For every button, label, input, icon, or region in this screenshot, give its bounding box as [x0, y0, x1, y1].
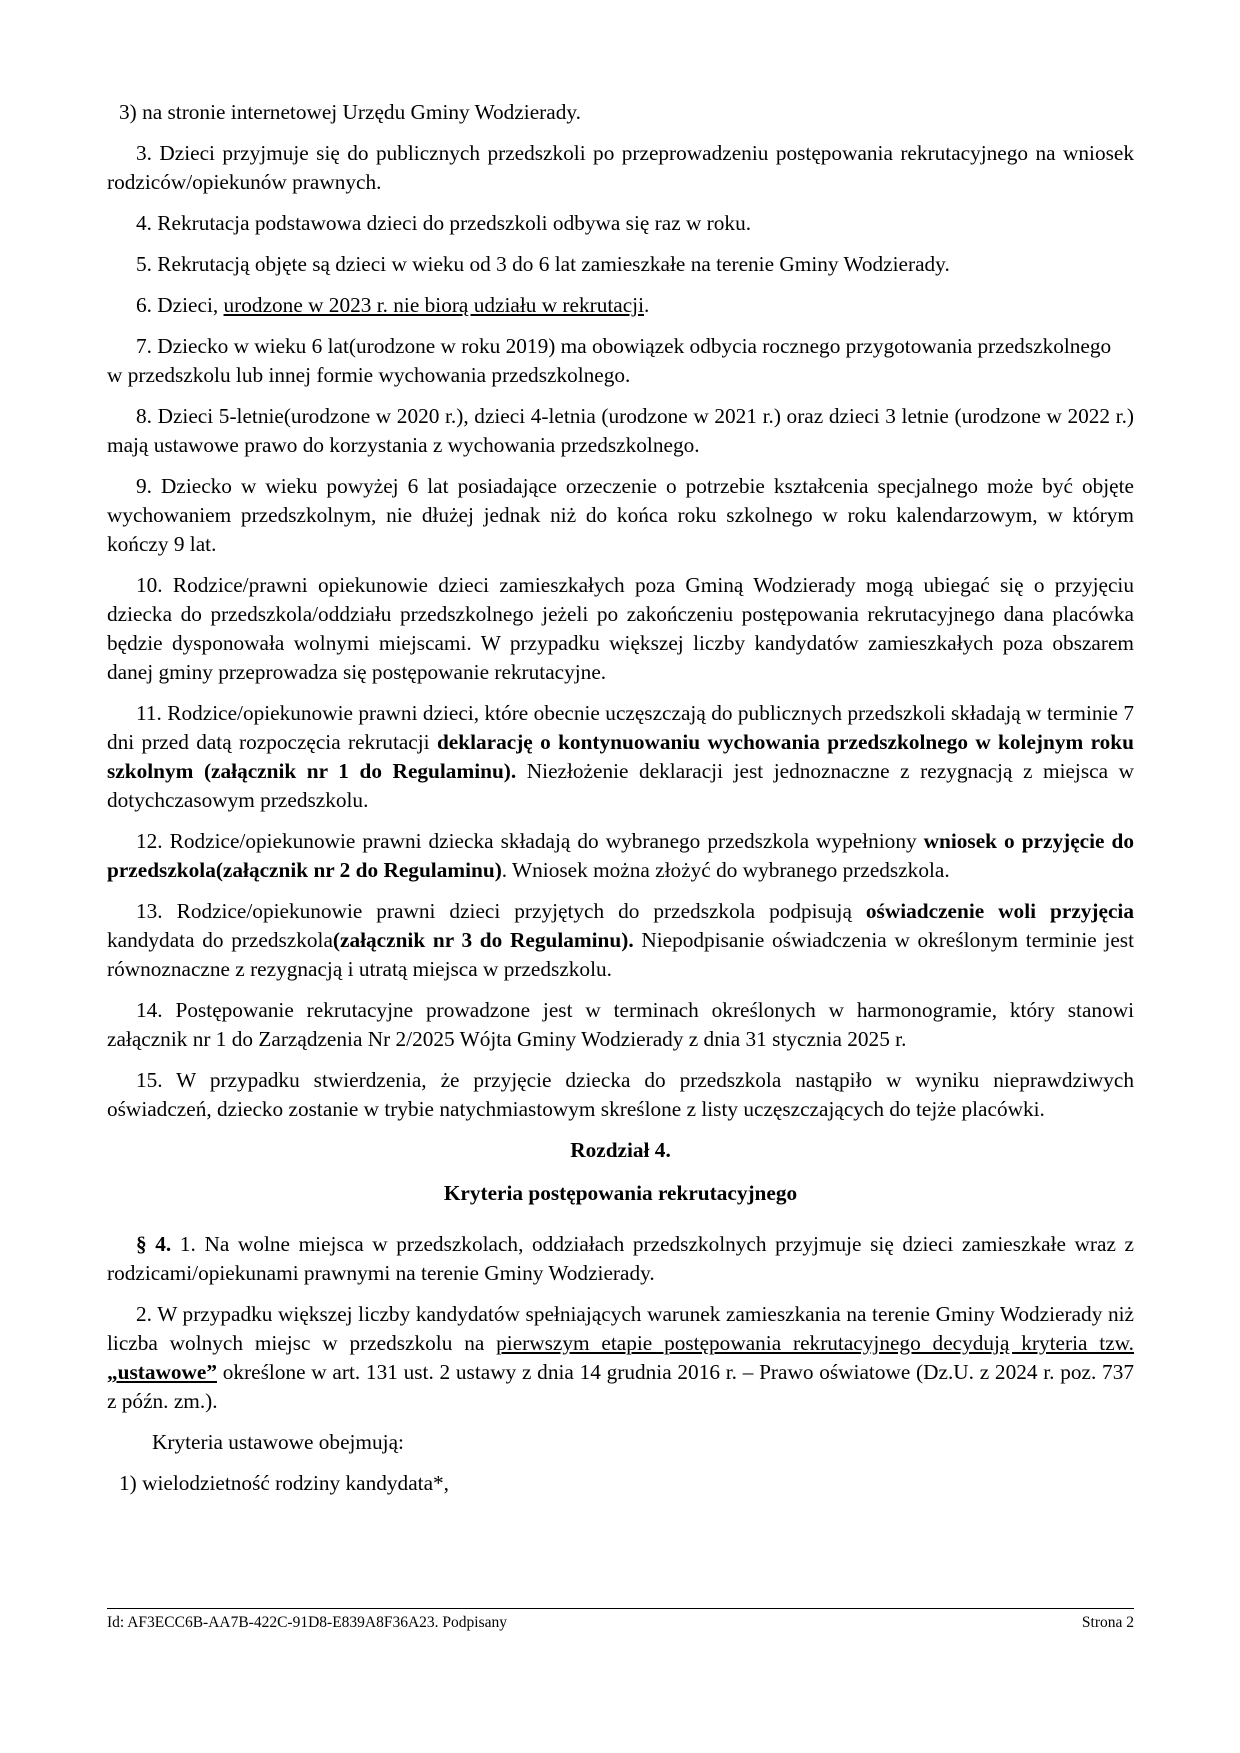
criteria-item-1: 1) wielodzietność rodziny kandydata*,: [119, 1471, 449, 1495]
paragraph-3: 3. Dzieci przyjmuje się do publicznych przedszkoli po przeprowadzeniu postępowania rekrutacyjnego na wniosek rodziców/opiekunów prawnych.: [107, 141, 1134, 194]
section-4-paragraph-1: [107, 1230, 1134, 1288]
paragraph-13: [107, 897, 1134, 984]
text: 6. Dzieci,: [136, 293, 224, 317]
text: określone w art. 131 ust. 2 ustawy z dnia 14 grudnia 2016 r. – Prawo oświatowe (Dz.U. z 2024 r. poz. 737 z późn. zm.).: [107, 1360, 1134, 1413]
bold-text: (załącznik nr 3 do Regulaminu).: [332, 928, 634, 952]
text: . Wniosek można złożyć do wybranego przedszkola.: [501, 858, 950, 882]
paragraph-12: [107, 827, 1134, 885]
text: kandydata do przedszkola: [107, 928, 333, 952]
paragraph-10: 10. Rodzice/prawni opiekunowie dzieci zamieszkałych poza Gminą Wodzierady mogą ubiegać się o przyjęciu dziecka do przedszkola/oddziału przedszkolnego jeżeli po zakończeniu postępowania rekrutacyjnego dana placówka będzie dysponowała wolnymi miejscami. W przypadku większej liczby kandydatów zamieszkałych poza obszarem danej gminy przeprowadza się postępowanie rekrutacyjne.: [107, 573, 1134, 684]
text: 2. W przypadku większej liczby kandydatów spełniających warunek zamieszkania na terenie Gminy Wodzierady niż liczba wolnych miejsc w przedszkolu na: [107, 1302, 1134, 1355]
paragraph-8: 8. Dzieci 5-letnie(urodzone w 2020 r.), dzieci 4-letnia (urodzone w 2021 r.) oraz dzieci 3 letnie (urodzone w 2022 r.) mają ustawowe prawo do korzystania z wychowania przedszkolnego.: [107, 404, 1134, 457]
document-body: [107, 98, 1134, 1498]
bold-text: oświadczenie woli przyjęcia: [865, 899, 1134, 923]
text: 12. Rodzice/opiekunowie prawni dziecka składają do wybranego przedszkola wypełniony: [136, 829, 924, 853]
paragraph-7-continued: w przedszkolu lub innej formie wychowania przedszkolnego.: [107, 363, 631, 387]
underlined-text: pierwszym etapie postępowania rekrutacyjnego decydują kryteria tzw.: [496, 1331, 1134, 1355]
bold-text: deklarację o kontynuowaniu wychowania przedszkolnego w kolejnym roku szkolnym (załącznik nr 1 do Regulaminu).: [107, 730, 1134, 783]
bold-underlined-text: „ustawowe”: [107, 1360, 218, 1384]
paragraph-14: 14. Postępowanie rekrutacyjne prowadzone jest w terminach określonych w harmonogramie, który stanowi załącznik nr 1 do Zarządzenia Nr 2/2025 Wójta Gminy Wodzierady z dnia 31 stycznia 2025 r.: [107, 998, 1134, 1051]
text: .: [644, 293, 650, 317]
text: 11. Rodzice/opiekunowie prawni dzieci, które obecnie uczęszczają do publicznych przedszkoli składają w terminie 7 dni przed datą rozpoczęcia rekrutacji: [107, 701, 1134, 754]
page-footer: [107, 1614, 1134, 1632]
text: 13. Rodzice/opiekunowie prawni dzieci przyjętych do przedszkola podpisują: [136, 899, 866, 923]
paragraph-15: 15. W przypadku stwierdzenia, że przyjęcie dziecka do przedszkola nastąpiło w wyniku nieprawdziwych oświadczeń, dziecko zostanie w trybie natychmiastowym skreślone z listy uczęszczających do tejże placówki.: [107, 1068, 1134, 1121]
chapter-title: Kryteria postępowania rekrutacyjnego: [443, 1181, 798, 1205]
text: 1. Na wolne miejsca w przedszkolach, oddziałach przedszkolnych przyjmuje się dzieci zamieszkałe wraz z rodzicami/opiekunami prawnymi na terenie Gminy Wodzierady.: [107, 1232, 1134, 1285]
text: Niezłożenie deklaracji jest jednoznaczne z rezygnacją z miejsca w dotychczasowym przedszkolu.: [107, 759, 1134, 812]
paragraph-5: 5. Rekrutacją objęte są dzieci w wieku od 3 do 6 lat zamieszkałe na terenie Gminy Wodzierady.: [136, 252, 950, 276]
paragraph-9: 9. Dziecko w wieku powyżej 6 lat posiadające orzeczenie o potrzebie kształcenia specjalnego może być objęte wychowaniem przedszkolnym, nie dłużej jednak niż do końca roku szkolnego w roku kalendarzowym, w którym kończy 9 lat.: [107, 474, 1134, 556]
document-id: Id: AF3ECC6B-AA7B-422C-91D8-E839A8F36A23. Podpisany: [107, 1614, 508, 1631]
paragraph-4: 4. Rekrutacja podstawowa dzieci do przedszkoli odbywa się raz w roku.: [136, 211, 752, 235]
chapter-heading: Rozdział 4.: [570, 1138, 671, 1162]
paragraph-7: 7. Dziecko w wieku 6 lat(urodzone w roku 2019) ma obowiązek odbycia rocznego przygotowania przedszkolnego: [136, 334, 1112, 358]
bold-text: wniosek o przyjęcie do przedszkola(załącznik nr 2 do Regulaminu): [107, 829, 1134, 882]
page-number: Strona 2: [1081, 1614, 1134, 1631]
paragraph-6: [107, 291, 1134, 320]
paragraph-11: [107, 699, 1134, 815]
underlined-text: urodzone w 2023 r. nie biorą udziału w rekrutacji: [223, 293, 645, 317]
text: Niepodpisanie oświadczenia w określonym terminie jest równoznaczne z rezygnacją i utratą miejsca w przedszkolu.: [107, 928, 1134, 981]
section-number: § 4.: [136, 1232, 172, 1256]
section-4-paragraph-2: [107, 1300, 1134, 1416]
criteria-intro: Kryteria ustawowe obejmują:: [152, 1430, 404, 1454]
list-item: 3) na stronie internetowej Urzędu Gminy Wodzierady.: [119, 100, 581, 124]
footer-divider: [107, 1608, 1134, 1609]
